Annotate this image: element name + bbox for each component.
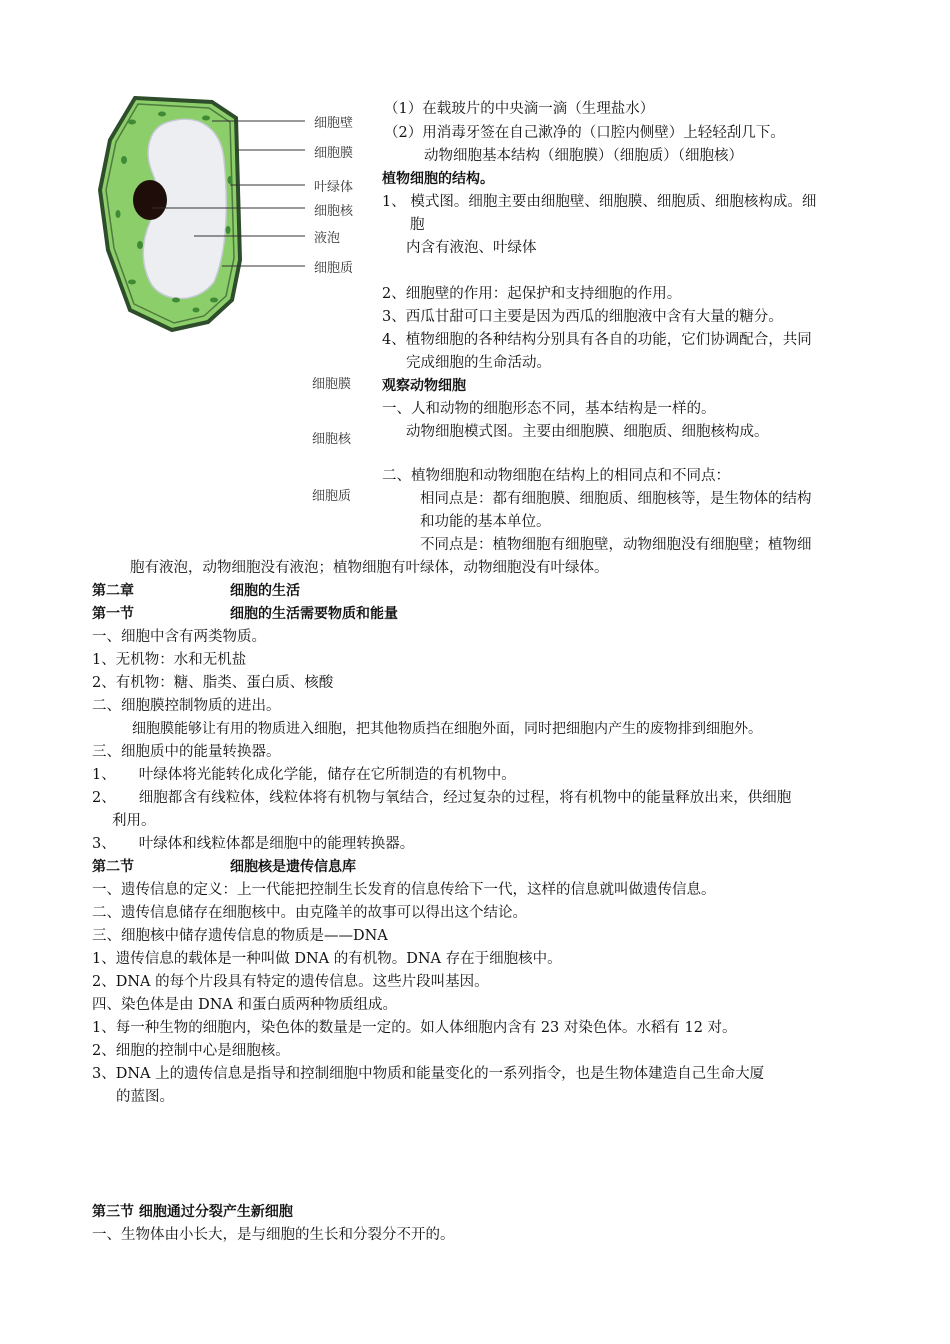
text-line: 利用。 [112,813,156,829]
text-line: 2、 细胞都含有线粒体，线粒体将有机物与氧结合，经过复杂的过程，将有机物中的能量释放出来，供细胞 [92,790,792,806]
text-line: 3、DNA 上的遗传信息是指导和控制细胞中物质和能量变化的一系列指令，也是生物体建造自己生命大厦 [92,1066,765,1082]
text-line: 3、 叶绿体和线粒体都是细胞中的能理转换器。 [92,836,415,852]
section1-title: 细胞的生活需要物质和能量 [230,606,398,622]
text-line: 一、遗传信息的定义：上一代能把控制生长发育的信息传给下一代，这样的信息就叫做遗传信息。 [92,882,716,898]
text-line: 2、有机物：糖、脂类、蛋白质、核酸 [92,675,334,691]
text-line: 4、植物细胞的各种结构分别具有各自的功能，它们协调配合，共同 [382,332,812,348]
section1-label: 第一节 [92,606,134,622]
text-line: 二、细胞膜控制物质的进出。 [92,698,281,714]
text-line: 完成细胞的生命活动。 [406,355,551,371]
text-line: 动物细胞模式图。主要由细胞膜、细胞质、细胞核构成。 [406,424,769,440]
text-line: （1）在载玻片的中央滴一滴（生理盐水） [384,101,655,117]
text-line: 一、细胞中含有两类物质。 [92,629,266,645]
text-line: 二、遗传信息储存在细胞核中。由克隆羊的故事可以得出这个结论。 [92,905,527,921]
text-line: 2、细胞的控制中心是细胞核。 [92,1043,290,1059]
section3-heading: 第三节 细胞通过分裂产生新细胞 [92,1204,293,1220]
chapter-label: 第二章 [92,583,134,599]
nucleus-shape [133,180,167,220]
text-line: 不同点是：植物细胞有细胞壁，动物细胞没有细胞壁；植物细 [420,537,812,553]
text-line: 1、 叶绿体将光能转化成化学能，储存在它所制造的有机物中。 [92,767,516,783]
text-line: 和功能的基本单位。 [420,514,551,530]
text-line: 四、染色体是由 DNA 和蛋白质两种物质组成。 [92,997,398,1013]
label-animal-cytoplasm: 细胞质 [312,489,352,504]
subheading-plant-structure: 植物细胞的结构。 [382,171,494,187]
text-line: 3、西瓜甘甜可口主要是因为西瓜的细胞液中含有大量的糖分。 [382,309,783,325]
text-line: 二、植物细胞和动物细胞在结构上的相同点和不同点： [382,468,730,484]
subheading-observe-animal: 观察动物细胞 [382,378,466,394]
label-cell-membrane: 细胞膜 [314,146,354,161]
text-line: 的蓝图。 [116,1089,174,1105]
section2-title: 细胞核是遗传信息库 [230,859,356,875]
label-cytoplasm: 细胞质 [314,261,354,276]
text-line: 1、遗传信息的载体是一种叫做 DNA 的有机物。DNA 存在于细胞核中。 [92,951,562,967]
plant-cell-figure [0,0,380,340]
text-line: 胞有液泡，动物细胞没有液泡；植物细胞有叶绿体，动物细胞没有叶绿体。 [130,560,609,576]
label-animal-nucleus: 细胞核 [312,432,352,447]
label-nucleus: 细胞核 [314,204,354,219]
chapter-title: 细胞的生活 [230,583,300,599]
text-line: 1、 模式图。细胞主要由细胞壁、细胞膜、细胞质、细胞核构成。细 [382,194,817,210]
section2-label: 第二节 [92,859,134,875]
text-line: 2、DNA 的每个片段具有特定的遗传信息。这些片段叫基因。 [92,974,489,990]
text-line: 一、人和动物的细胞形态不同，基本结构是一样的。 [382,401,716,417]
text-line: 相同点是：都有细胞膜、细胞质、细胞核等，是生物体的结构 [420,491,812,507]
label-cell-wall: 细胞壁 [314,116,354,131]
text-line: 细胞膜能够让有用的物质进入细胞，把其他物质挡在细胞外面，同时把细胞内产生的废物排到细胞外。 [132,721,762,737]
text-line: 内含有液泡、叶绿体 [406,240,537,256]
label-chloroplast: 叶绿体 [314,180,354,195]
text-line: 2、细胞壁的作用：起保护和支持细胞的作用。 [382,286,682,302]
text-line: 1、无机物：水和无机盐 [92,652,247,668]
text-line: 一、生物体由小长大，是与细胞的生长和分裂分不开的。 [92,1227,455,1243]
text-line: 三、细胞质中的能量转换器。 [92,744,281,760]
text-line: （2）用消毒牙签在自己漱净的（口腔内侧壁）上轻轻刮几下。 [384,125,785,141]
label-vacuole: 液泡 [314,231,341,246]
text-line: 1、每一种生物的细胞内，染色体的数量是一定的。如人体细胞内含有 23 对染色体。水稻有 12 对。 [92,1020,737,1036]
text-line: 动物细胞基本结构（细胞膜）（细胞质）（细胞核） [424,148,743,164]
label-animal-membrane: 细胞膜 [312,377,352,392]
text-line: 胞 [410,217,425,233]
text-line: 三、细胞核中储存遗传信息的物质是——DNA [92,928,388,944]
